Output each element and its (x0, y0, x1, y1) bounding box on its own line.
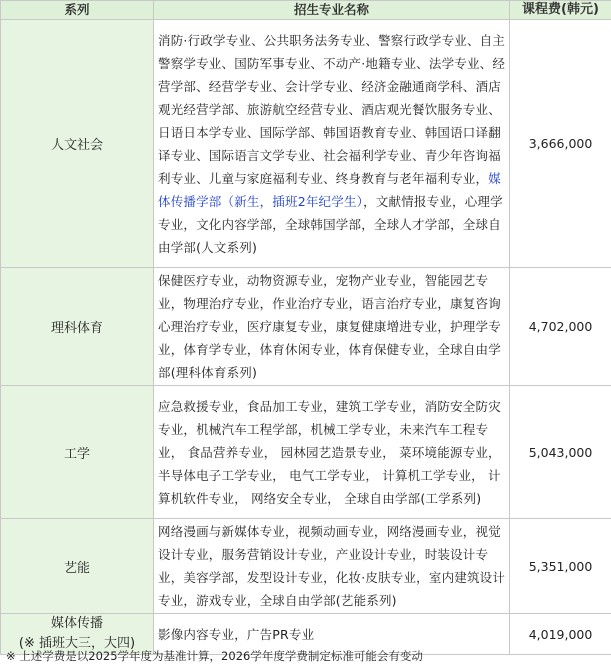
category-line: 媒体传播 (50, 616, 103, 631)
table-row (1, 519, 611, 614)
majors-cell: 影像内容专业，广告PR专业 (154, 614, 510, 655)
table-row (1, 20, 611, 268)
category-cell: 人文社会 (1, 20, 154, 268)
majors-cell (154, 20, 510, 268)
footnote: ※ 上述学费是以2025学年度为基准计算，2026学年度学费制定标准可能会有变动 (6, 649, 423, 663)
header-majors: 招生专业名称 (154, 1, 510, 20)
majors-cell: 网络漫画与新媒体专业，视频动画专业，网络漫画专业，视觉设计专业，服务营销设计专业，产业设计专业，时装设计专业，美容学部，发型设计专业，化妆·皮肤专业，室内建筑设计专业，游戏专业，全球自由学部(艺能系列) (154, 519, 510, 614)
fee-cell: 5,351,000 (510, 519, 611, 614)
header-fee: 课程费(韩元) (510, 1, 611, 20)
category-note: (※ 插班大三，大四) (18, 636, 136, 651)
category-cell: 工学 (1, 386, 154, 519)
majors-text: ，文献情报专业，心理学专业，文化内容学部，全球韩国学部，全球人才学部，全球自由学部(人文系列) (158, 193, 503, 255)
table-row (1, 268, 611, 386)
fee-cell: 4,702,000 (510, 268, 611, 386)
header-row (1, 1, 611, 20)
table-row (1, 386, 611, 519)
category-cell: 理科体育 (1, 268, 154, 386)
majors-cell: 保健医疗专业，动物资源专业，宠物产业专业，智能园艺专业，物理治疗专业，作业治疗专业，语言治疗专业，康复咨询心理治疗专业，医疗康复专业，康复健康增进专业，护理学专业，体育学专业，体育休闲专业，体育保健专业，全球自由学部(理科体育系列) (154, 268, 510, 386)
fee-cell: 3,666,000 (510, 20, 611, 268)
majors-cell: 应急救援专业，食品加工专业，建筑工学专业，消防安全防灾专业，机械汽车工程学部，机械工学专业，未来汽车工程专业， 食品营养专业， 园林园艺造景专业， 菜环境能源专业， 半导体电子工学专业， 电气工学专业， 计算机工学专业， 计算机软件专业， 网络安全专业， 全球自由学部(工学系列) (154, 386, 510, 519)
category-cell: 艺能 (1, 519, 154, 614)
fee-cell: 4,019,000 (510, 614, 611, 655)
majors-highlight: 媒体传播学部（新生，插班2年纪学生） (158, 170, 501, 209)
header-category: 系列 (1, 1, 154, 20)
fee-cell: 5,043,000 (510, 386, 611, 519)
majors-text: 消防·行政学专业、公共职务法务专业、警察行政学专业、自主警察学专业、国防军事专业、不动产·地籍专业、法学专业、经营学部、经营学专业、会计学专业、经济金融通商学科、酒店观光经营学部、旅游航空经营专业、酒店观光餐饮服务专业、日语日本学专业、国际学部、韩国语教育专业、韩国语口译翻译专业、国际语言文学专业、社会福利学专业、青少年咨询福利专业、儿童与家庭福利专业、终身教育与老年福利专业， (158, 32, 506, 186)
